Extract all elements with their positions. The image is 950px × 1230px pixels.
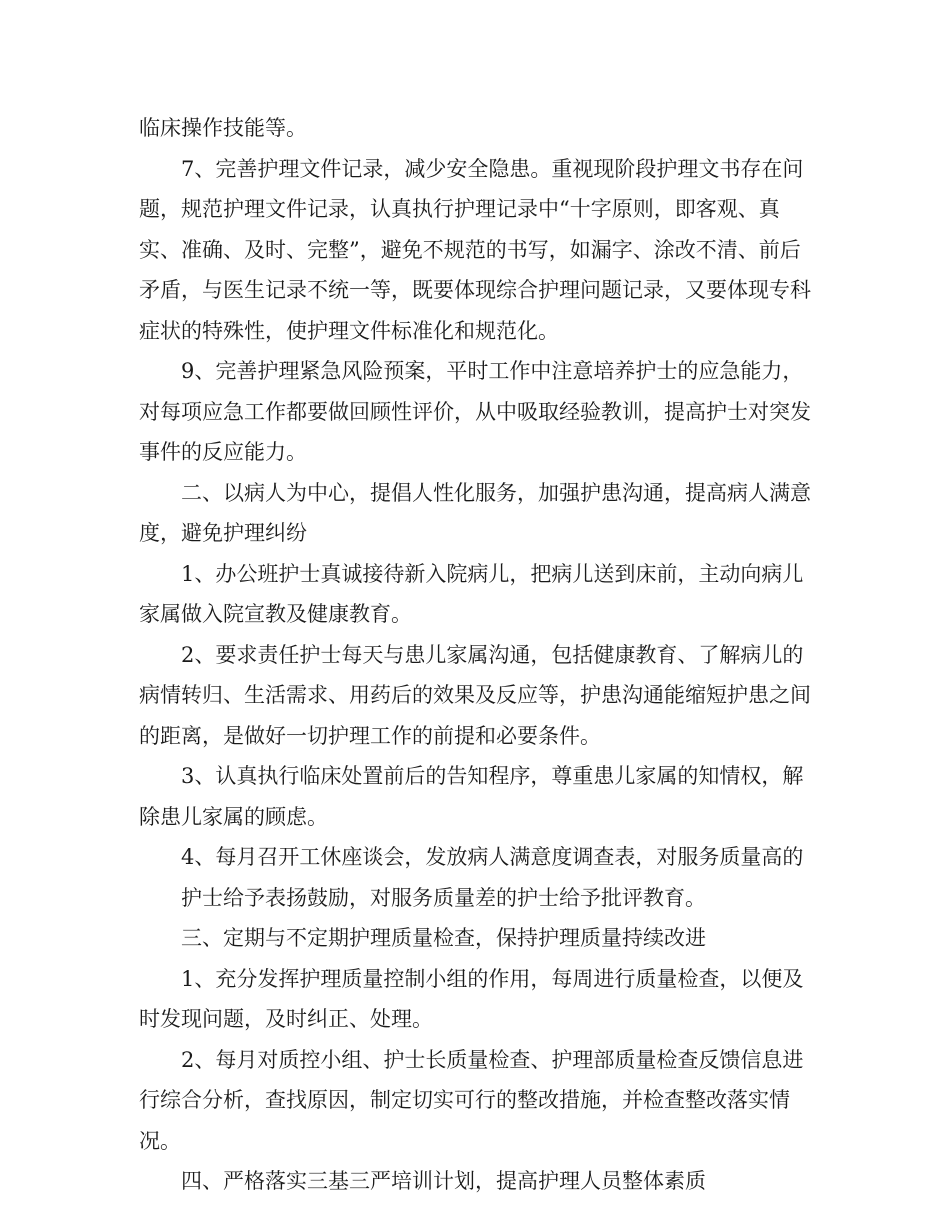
- paragraph-3-item-1: 1、充分发挥护理质量控制小组的作用，每周进行质量检查，以便及时发现问题，及时纠正、处理。: [139, 966, 804, 1031]
- paragraph-2-item-4-continued: 护士给予表扬鼓励，对服务质量差的护士给予批评教育。: [181, 885, 706, 910]
- paragraph-2-item-3: 3、认真执行临床处置前后的告知程序，尊重患儿家属的知情权，解除患儿家属的顾虑。: [139, 764, 804, 829]
- paragraph-item-9: 9、完善护理紧急风险预案，平时工作中注意培养护士的应急能力，对每项应急工作都要做回顾性评价，从中吸取经验教训，提高护士对突发事件的反应能力。: [139, 359, 811, 464]
- section-heading-2: 二、以病人为中心，提倡人性化服务，加强护患沟通，提高病人满意度，避免护理纠纷: [139, 480, 811, 545]
- paragraph-3-item-2: 2、每月对质控小组、护士长质量检查、护理部质量检查反馈信息进行综合分析，查找原因，制定切实可行的整改措施，并检查整改落实情况。: [139, 1047, 804, 1153]
- paragraph-item-7: 7、完善护理文件记录，减少安全隐患。重视现阶段护理文书存在问题，规范护理文件记录，认真执行护理记录中“十字原则，即客观、真实、准确、及时、完整”，避免不规范的书写，如漏字、涂改不清、前后矛盾，与医生记录不统一等，既要体现综合护理问题记录，又要体现专科症状的特殊性，使护理文件标准化和规范化。: [139, 156, 811, 343]
- section-heading-4: 四、严格落实三基三严培训计划，提高护理人员整体素质: [181, 1169, 706, 1193]
- section-heading-3: 三、定期与不定期护理质量检查，保持护理质量持续改进: [181, 926, 706, 950]
- document-body: [139, 108, 819, 1202]
- paragraph-2-item-1: 1、办公班护士真诚接待新入院病儿，把病儿送到床前，主动向病儿家属做入院宣教及健康教育。: [139, 561, 804, 626]
- paragraph-2-item-4: 4、每月召开工休座谈会，发放病人满意度调查表，对服务质量高的: [181, 845, 804, 869]
- paragraph-2-item-2: 2、要求责任护士每天与患儿家属沟通，包括健康教育、了解病儿的病情转归、生活需求、用药后的效果及反应等，护患沟通能缩短护患之间的距离，是做好一切护理工作的前提和必要条件。: [139, 642, 811, 748]
- paragraph-continuation: 临床操作技能等。: [139, 116, 307, 140]
